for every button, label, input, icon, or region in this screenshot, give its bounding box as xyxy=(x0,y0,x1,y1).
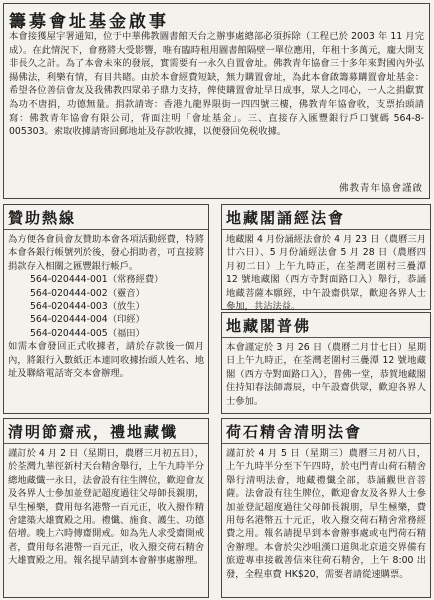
account-line: 564-020444-005（福田） xyxy=(30,327,145,339)
donation-title: 贊助熱線 xyxy=(4,207,208,230)
fund-notice-signature: 佛教青年協會謹啟 xyxy=(338,183,423,194)
sutra-session-box xyxy=(221,204,431,313)
account-line: 564-020444-003（放生） xyxy=(30,301,145,313)
account-line: 564-020444-004（印經） xyxy=(30,314,145,326)
hese-body: 謹訂於 4 月 5 日（星期三）農曆三月初八日，上午九時半分至下午四時，於屯門青山荷石精舍舉行清明法會，地藏禮懺全部，恭誦觀世音菩薩。法會設有往生牌位，歡迎會友及各界人士參加並登記超度過往父母師長親朋，早生極樂，費用每名港幣五十元正，收入撥交荷石精舍常務經費之用。報名請提早到本會辦事處或屯門荷石精舍辦理。本會於尖沙咀漢口道與北京道交界備有旅遊專車接載善信來往荷石精舍，上午 8:00 出發，全程車費 HK$20，需要者請從速購票。 xyxy=(226,448,426,580)
donation-outro: 如需本會發回正式收據者，請於存款後一個月內，將銀行入數紙正本連同收據抬頭人姓名、地址及聯絡電話寄交本會辦理。 xyxy=(8,341,204,380)
fund-notice-body: 本會接獲屋宇署通知，位于中華佛教圖書館天台之辦事處總部必須拆除（工程已於 2003 年 11 月完成）。在此情況下，會務將大受影響，唯有臨時租用圖書館隔壁一單位應用，年租十多萬元，龐大開支非長久之計。為了本會未來的發展，實需要有一永久自置會址。佛教青年協會三十多年來對國內外弘揚佛法，利樂有情，有目共睹。由於本會經費短缺，無力購置會址，為此本會啟籌募購置會址基金：希望各位善信會友及我佛教四眾弟子鼎力支持，俾使購置會址早日成事，眾人之同心，一人之捐獻實為功不唐捐，功德無量。捐款請寄：香港九龍界限街一四四號三樓，佛教青年協會收，支票抬頭請寫：佛教青年協會有限公司，背面注明「會址基金」。三、直接存入匯豐銀行戶口號碼 564-8-005303。索取收據請寄回郵地址及存款收據，以便發回免税收據。 xyxy=(9,31,424,138)
puja-body: 本會謹定於 3 月 26 日（農曆二月廿七日）星期日上午九時正，在荃灣老圍村三疊潭 12 號地藏閣（西方寺對面路口入），普佛一堂，恭賀地藏閣住持知春法師壽辰，中午設齋供眾，歡迎各界人士參加。 xyxy=(226,342,426,407)
fund-raising-notice xyxy=(3,3,430,199)
account-line: 564-020444-002（靈音） xyxy=(30,287,145,299)
puja-box xyxy=(221,312,431,414)
qingming-body: 謹訂於 4 月 2 日（星期日，農曆三月初五日），於荃灣九華徑新村天台精舍舉行，上午九時半分總地藏懺一永日，法會設有往生牌位，歡迎會友及各界人士參加並登記超度過往父母師長親朋，早生極樂，費用每名港幣一百元正，收入撥作精舍建築大雄寶殿之用。禮懺、施食、護生、功德倍增。晚上六時傳齋開戒。如為先人求受齋開戒者，費用每名港幣一百元正，收入撥交荷石精舍大雄寶殿之用。報名提早請到本會辦事處辦理。 xyxy=(8,448,204,567)
sutra-session-body: 地藏閣 4 月份誦經法會於 4 月 23 日（農曆三月廿六日）、5 月份誦經法會 5 月 28 日（農曆四月初二日）上午九時正，在荃灣老圍村三疊潭 12 號地藏閣（西方寺對面路口入）舉行，恭誦地藏菩薩本願經，中午設齋供眾，歡迎各界人士參加，共沾法益。 xyxy=(226,234,426,313)
hese-title: 荷石精舍清明法會 xyxy=(222,421,430,444)
donation-hotline-box xyxy=(3,204,209,414)
sutra-session-title: 地藏閣誦經法會 xyxy=(222,207,430,230)
hese-dharma-assembly-box xyxy=(221,418,431,598)
account-line: 564-020444-001（常務經費） xyxy=(30,274,164,286)
qingming-title: 清明節齋戒，禮地藏懺 xyxy=(4,421,208,444)
donation-intro: 為方便各會員會友贊助本會各項活動經費，特將本會各銀行帳號列於後，發心捐助者，可直接將捐款存入相關之匯豐銀行帳戶。 xyxy=(8,234,204,272)
fund-notice-title: 籌募會址基金啟事 xyxy=(9,12,169,32)
qingming-repentance-box xyxy=(3,418,209,598)
puja-title: 地藏閣普佛 xyxy=(222,315,430,338)
